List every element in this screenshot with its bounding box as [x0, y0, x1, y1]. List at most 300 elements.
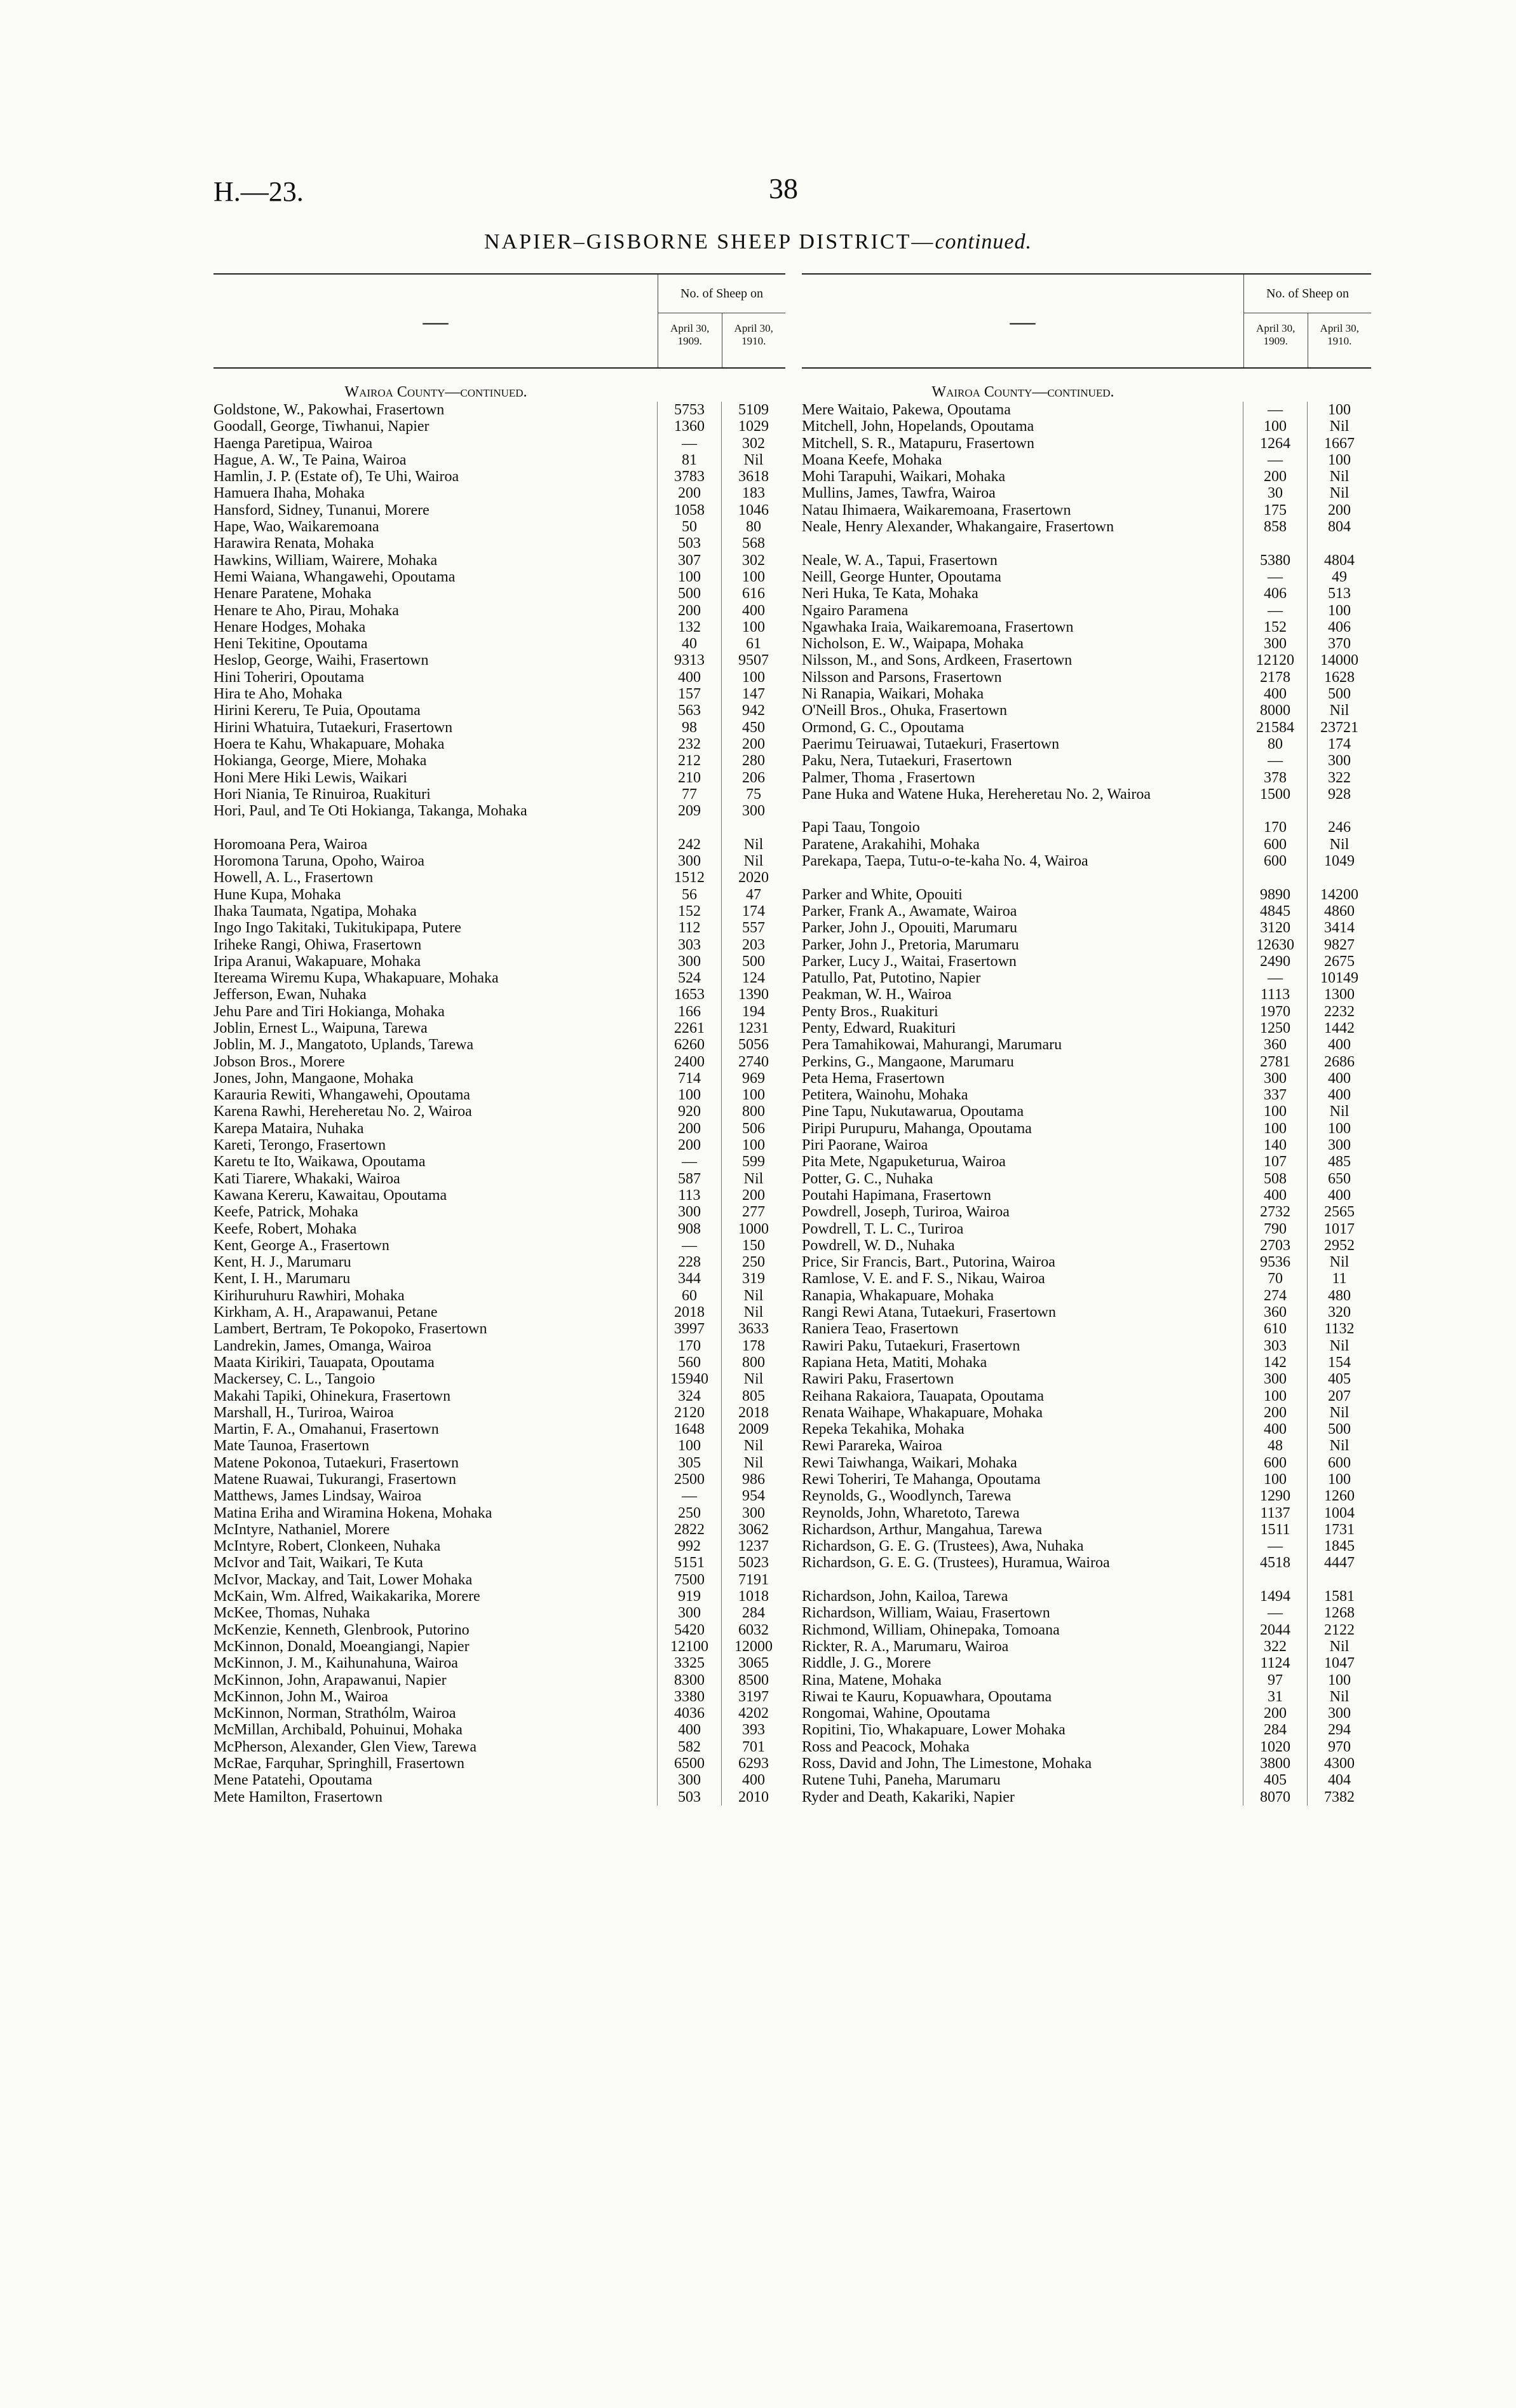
sheep-1909: 1020 — [1243, 1739, 1307, 1755]
sheep-1910: Nil — [721, 1438, 785, 1454]
owner-name: Powdrell, Joseph, Turiroa, Wairoa — [802, 1204, 1010, 1221]
sheep-1909: 400 — [657, 669, 721, 686]
sheep-1909: 100 — [657, 1087, 721, 1103]
sheep-1909: 228 — [657, 1254, 721, 1270]
table-row — [213, 435, 785, 452]
owner-name: Kent, H. J., Marumaru — [213, 1254, 351, 1271]
sheep-1909: 56 — [657, 887, 721, 903]
sheep-1910: 1231 — [721, 1020, 785, 1037]
sheep-1910: 2010 — [721, 1789, 785, 1806]
sheep-1910: Nil — [1307, 702, 1371, 719]
sheep-1910: 1390 — [721, 986, 785, 1003]
table-row — [213, 770, 785, 786]
table-row — [213, 1488, 785, 1504]
sheep-1909: 212 — [657, 752, 721, 769]
table-row — [802, 1153, 1371, 1170]
sheep-1910: 3065 — [721, 1655, 785, 1671]
sheep-1910: 8500 — [721, 1672, 785, 1689]
owner-name: Rina, Matene, Mohaka — [802, 1671, 942, 1689]
table-row — [213, 585, 785, 602]
owner-name: McPherson, Alexander, Glen View, Tarewa — [213, 1738, 477, 1755]
sheep-1910: Nil — [1307, 1254, 1371, 1270]
sheep-1909: 250 — [657, 1505, 721, 1521]
table-row — [802, 1321, 1371, 1337]
sheep-1910: 1017 — [1307, 1221, 1371, 1237]
owner-name: Mitchell, John, Hopelands, Opoutama — [802, 418, 1034, 435]
owner-name: McIntyre, Nathaniel, Morere — [213, 1521, 390, 1538]
table-row — [802, 1705, 1371, 1722]
sheep-1909: 2018 — [657, 1304, 721, 1321]
sheep-1910: 23721 — [1307, 719, 1371, 736]
owner-name: Penty, Edward, Ruakituri — [802, 1019, 956, 1037]
sheep-1909: 60 — [657, 1288, 721, 1304]
owner-name: Mitchell, S. R., Matapuru, Frasertown — [802, 435, 1034, 452]
sheep-1909: 563 — [657, 702, 721, 719]
sheep-1909: 300 — [657, 1605, 721, 1621]
table-row — [213, 803, 785, 836]
table-row — [802, 819, 1371, 836]
owner-name: Price, Sir Francis, Bart., Putorina, Wairoa — [802, 1254, 1055, 1271]
sheep-1910: 150 — [721, 1237, 785, 1254]
table-row — [213, 652, 785, 669]
sheep-1910: 2686 — [1307, 1054, 1371, 1070]
sheep-1910: 194 — [721, 1003, 785, 1020]
table-row — [802, 1171, 1371, 1187]
sheep-1910: 600 — [1307, 1455, 1371, 1471]
sheep-1910: 14000 — [1307, 652, 1371, 669]
table-row — [213, 836, 785, 853]
owner-name: Hoera te Kahu, Whakapuare, Mohaka — [213, 735, 445, 752]
sheep-1909: 3997 — [657, 1321, 721, 1337]
table-row — [213, 452, 785, 468]
table-row — [802, 1755, 1371, 1772]
owner-name: Nilsson and Parsons, Frasertown — [802, 669, 1002, 686]
table-row — [213, 1070, 785, 1087]
sheep-1910: 480 — [1307, 1288, 1371, 1304]
table-row — [213, 702, 785, 719]
table-row — [802, 719, 1371, 736]
sheep-1910: 804 — [1307, 519, 1371, 552]
sheep-1910: 207 — [1307, 1388, 1371, 1405]
sheep-1910: 206 — [721, 770, 785, 786]
sheep-1909: 112 — [657, 920, 721, 936]
table-row — [213, 853, 785, 869]
owner-name: Neale, Henry Alexander, Whakangaire, Frasertown — [802, 519, 1114, 536]
sheep-1909: 5380 — [1243, 552, 1307, 569]
table-row — [213, 1003, 785, 1020]
owner-name: Parker, Lucy J., Waitai, Frasertown — [802, 953, 1017, 970]
sheep-1909: 142 — [1243, 1354, 1307, 1371]
sheep-1909: 31 — [1243, 1689, 1307, 1705]
table-row — [802, 485, 1371, 501]
owner-name: Parker, John J., Opouiti, Marumaru — [802, 920, 1017, 937]
header-col-1909: April 30, 1909. — [1256, 322, 1296, 347]
owner-name: Joblin, Ernest L., Waipuna, Tarewa — [213, 1019, 428, 1037]
left-column — [213, 273, 785, 1806]
owner-name: McKinnon, Donald, Moeangiangi, Napier — [213, 1638, 470, 1655]
owner-name: Keefe, Patrick, Mohaka — [213, 1204, 358, 1221]
table-row — [802, 1638, 1371, 1655]
sheep-1910: 400 — [721, 1772, 785, 1788]
table-row — [213, 1438, 785, 1454]
owner-name: Kent, George A., Frasertown — [213, 1237, 389, 1254]
sheep-1910: 500 — [1307, 686, 1371, 702]
table-row — [802, 602, 1371, 619]
sheep-1910: 1047 — [1307, 1655, 1371, 1671]
owner-name: Raniera Teao, Frasertown — [802, 1321, 959, 1338]
owner-name: Potter, G. C., Nuhaka — [802, 1170, 933, 1187]
table-row — [213, 1739, 785, 1755]
sheep-1909: 405 — [1243, 1772, 1307, 1788]
sheep-1909: 8000 — [1243, 702, 1307, 719]
sheep-1910: 100 — [1307, 452, 1371, 468]
owner-name: Ingo Ingo Takitaki, Tukitukipapa, Putere — [213, 920, 461, 937]
table-row — [802, 903, 1371, 920]
sheep-1909: 12630 — [1243, 937, 1307, 953]
owner-name: Matene Pokonoa, Tutaekuri, Frasertown — [213, 1454, 459, 1471]
sheep-1909: 4036 — [657, 1705, 721, 1722]
sheep-1909: 610 — [1243, 1321, 1307, 1337]
owner-name: Patullo, Pat, Putotino, Napier — [802, 970, 981, 987]
table-row — [213, 602, 785, 619]
table-row — [213, 1755, 785, 1772]
sheep-1909: 9313 — [657, 652, 721, 669]
sheep-1909: 300 — [1243, 1070, 1307, 1087]
sheep-1910: 400 — [1307, 1187, 1371, 1204]
sheep-1909: 200 — [657, 1137, 721, 1153]
sheep-1909: 1290 — [1243, 1488, 1307, 1504]
sheep-1910: 5109 — [721, 402, 785, 418]
sheep-1909: 378 — [1243, 770, 1307, 786]
owner-name: McIvor and Tait, Waikari, Te Kuta — [213, 1554, 423, 1572]
table-row — [802, 1270, 1371, 1287]
sheep-1909: 200 — [1243, 1405, 1307, 1421]
owner-name: Ryder and Death, Kakariki, Napier — [802, 1788, 1015, 1806]
sheep-1910: 400 — [1307, 1070, 1371, 1087]
sheep-1909: 322 — [1243, 1638, 1307, 1655]
table-row — [213, 1772, 785, 1788]
right-table-header — [802, 275, 1371, 369]
table-row — [213, 502, 785, 519]
sheep-1909: 81 — [657, 452, 721, 468]
sheep-1910: 178 — [721, 1338, 785, 1354]
table-row — [802, 1371, 1371, 1387]
sheep-1909: 344 — [657, 1270, 721, 1287]
sheep-1909: 300 — [657, 853, 721, 869]
owner-name: Haenga Paretipua, Wairoa — [213, 435, 373, 452]
table-row — [802, 1388, 1371, 1405]
owner-name: Mate Taunoa, Frasertown — [213, 1438, 370, 1455]
sheep-1910: 1731 — [1307, 1521, 1371, 1538]
table-row — [802, 402, 1371, 418]
sheep-1909: 790 — [1243, 1221, 1307, 1237]
table-row — [213, 1388, 785, 1405]
owner-name: Rewi Taiwhanga, Waikari, Mohaka — [802, 1454, 1017, 1471]
sheep-1910: 200 — [1307, 502, 1371, 519]
owner-name: Matthews, James Lindsay, Wairoa — [213, 1488, 422, 1505]
sheep-1909: 582 — [657, 1739, 721, 1755]
sheep-1909: 200 — [657, 485, 721, 501]
sheep-1910: Nil — [1307, 1405, 1371, 1421]
sheep-1909: 113 — [657, 1187, 721, 1204]
owner-name: Kirihuruhuru Rawhiri, Mohaka — [213, 1287, 405, 1304]
sheep-1910: 557 — [721, 920, 785, 936]
owner-name: Joblin, M. J., Mangatoto, Uplands, Tarewa — [213, 1037, 474, 1054]
owner-name: McKinnon, Norman, Strathólm, Wairoa — [213, 1705, 456, 1722]
header-dash: — — [1010, 306, 1036, 336]
sheep-1910: 300 — [1307, 1705, 1371, 1722]
table-row — [802, 1554, 1371, 1588]
table-row — [213, 1037, 785, 1053]
owner-name: Richmond, William, Ohinepaka, Tomoana — [802, 1621, 1060, 1638]
owner-name: Ross, David and John, The Limestone, Mohaka — [802, 1755, 1092, 1772]
table-row — [802, 1739, 1371, 1755]
owner-name: Moana Keefe, Mohaka — [802, 451, 942, 468]
sheep-1910: 2122 — [1307, 1622, 1371, 1638]
sheep-1910: 7382 — [1307, 1789, 1371, 1806]
table-row — [802, 920, 1371, 936]
sheep-1909: — — [1243, 1605, 1307, 1621]
owner-name: Ihaka Taumata, Ngatipa, Mohaka — [213, 902, 417, 920]
owner-name: Jobson Bros., Morere — [213, 1053, 345, 1070]
table-row — [213, 1221, 785, 1237]
sheep-1909: 300 — [657, 1772, 721, 1788]
owner-name: Henare Paratene, Mohaka — [213, 585, 372, 602]
owner-name: Horomoana Pera, Wairoa — [213, 836, 368, 853]
owner-name: Matene Ruawai, Tukurangi, Frasertown — [213, 1471, 456, 1488]
sheep-1909: 4518 — [1243, 1554, 1307, 1588]
sheep-1910: 1046 — [721, 502, 785, 519]
owner-name: McKenzie, Kenneth, Glenbrook, Putorino — [213, 1621, 470, 1638]
sheep-1909: 2261 — [657, 1020, 721, 1037]
sheep-1909: 524 — [657, 970, 721, 986]
table-row — [213, 937, 785, 953]
owner-name: Ni Ranapia, Waikari, Mohaka — [802, 686, 984, 703]
sheep-1909: 2178 — [1243, 669, 1307, 686]
sheep-1910: 1260 — [1307, 1488, 1371, 1504]
owner-name: Hokianga, George, Miere, Mohaka — [213, 752, 427, 770]
sheep-1909: 360 — [1243, 1304, 1307, 1321]
table-row — [213, 1338, 785, 1354]
table-row — [213, 920, 785, 936]
owner-name: Petitera, Wainohu, Mohaka — [802, 1087, 968, 1104]
sheep-1910: 969 — [721, 1070, 785, 1087]
sheep-1910: 2740 — [721, 1054, 785, 1070]
table-row — [213, 402, 785, 418]
owner-name: Hansford, Sidney, Tunanui, Morere — [213, 501, 430, 519]
sheep-1909: 714 — [657, 1070, 721, 1087]
sheep-1910: 1004 — [1307, 1505, 1371, 1521]
sheep-1909: 152 — [1243, 619, 1307, 636]
header-group-label: No. of Sheep on — [1244, 275, 1371, 313]
sheep-1910: 284 — [721, 1605, 785, 1621]
sheep-1909: 97 — [1243, 1672, 1307, 1689]
table-row — [213, 1638, 785, 1655]
sheep-1910: 4300 — [1307, 1755, 1371, 1772]
sheep-1909: 3325 — [657, 1655, 721, 1671]
sheep-1909: 1500 — [1243, 786, 1307, 820]
table-row — [213, 1371, 785, 1387]
owner-name: Jones, John, Mangaone, Mohaka — [213, 1070, 414, 1087]
sheep-1910: 294 — [1307, 1722, 1371, 1738]
owner-name: Kati Tiarere, Whakaki, Wairoa — [213, 1170, 400, 1187]
sheep-1910: 4804 — [1307, 552, 1371, 569]
owner-name: Penty Bros., Ruakituri — [802, 1003, 938, 1020]
table-row — [802, 1538, 1371, 1554]
owner-name: McRae, Farquhar, Springhill, Frasertown — [213, 1755, 464, 1772]
table-row — [802, 1455, 1371, 1471]
owner-name: Richardson, G. E. G. (Trustees), Huramua, Wairoa — [802, 1554, 1110, 1572]
owner-name: Karena Rawhi, Hereheretau No. 2, Wairoa — [213, 1103, 472, 1120]
table-row — [213, 535, 785, 552]
sheep-1910: 2565 — [1307, 1204, 1371, 1220]
owner-name: Heslop, George, Waihi, Frasertown — [213, 652, 429, 669]
owner-name: Paratene, Arakahihi, Mohaka — [802, 836, 980, 853]
sheep-1910: 1667 — [1307, 435, 1371, 452]
sheep-1909: — — [1243, 1538, 1307, 1554]
owner-name: Heni Tekitine, Opoutama — [213, 636, 368, 653]
sheep-1910: Nil — [1307, 1438, 1371, 1454]
sheep-1910: 1237 — [721, 1538, 785, 1554]
table-row — [213, 1554, 785, 1571]
sheep-1909: 503 — [657, 535, 721, 552]
table-row — [213, 519, 785, 535]
sheep-1909: 170 — [657, 1338, 721, 1354]
table-row — [802, 986, 1371, 1003]
sheep-1910: 568 — [721, 535, 785, 552]
table-row — [802, 752, 1371, 769]
owner-name: Karauria Rewiti, Whangawehi, Opoutama — [213, 1087, 471, 1104]
sheep-1910: 49 — [1307, 569, 1371, 585]
table-row — [802, 1488, 1371, 1504]
sheep-1909: 12100 — [657, 1638, 721, 1655]
sheep-1909: 209 — [657, 803, 721, 836]
sheep-1910: 513 — [1307, 585, 1371, 602]
table-row — [213, 1572, 785, 1588]
sheep-1910: 400 — [1307, 1087, 1371, 1103]
table-row — [802, 669, 1371, 686]
owner-name: Mullins, James, Tawfra, Wairoa — [802, 485, 996, 502]
sheep-1910: Nil — [721, 1455, 785, 1471]
table-row — [213, 418, 785, 435]
table-row — [802, 1003, 1371, 1020]
sheep-1910: 75 — [721, 786, 785, 803]
sheep-1910: 1000 — [721, 1221, 785, 1237]
sheep-1910: 6293 — [721, 1755, 785, 1772]
owner-name: Rawiri Paku, Tutaekuri, Frasertown — [802, 1337, 1020, 1354]
owner-name: Powdrell, W. D., Nuhaka — [802, 1237, 955, 1254]
sheep-1910: 4447 — [1307, 1554, 1371, 1588]
sheep-1910: 100 — [1307, 1672, 1371, 1689]
table-row — [213, 1405, 785, 1421]
sheep-1910: 506 — [721, 1120, 785, 1137]
sheep-1910: Nil — [1307, 485, 1371, 501]
table-row — [802, 1605, 1371, 1621]
owner-name: Parker and White, Opouiti — [802, 886, 963, 903]
sheep-1909: 2732 — [1243, 1204, 1307, 1220]
sheep-1910: 5023 — [721, 1554, 785, 1571]
sheep-1909: 48 — [1243, 1438, 1307, 1454]
sheep-1910: 650 — [1307, 1171, 1371, 1187]
table-row — [802, 1254, 1371, 1270]
table-row — [213, 1354, 785, 1371]
table-row — [802, 1722, 1371, 1738]
table-row — [802, 736, 1371, 752]
sheep-1909: 100 — [657, 569, 721, 585]
table-row — [213, 1689, 785, 1705]
sheep-1910: 154 — [1307, 1354, 1371, 1371]
owner-name: Natau Ihimaera, Waikaremoana, Frasertown — [802, 501, 1071, 519]
sheep-1910: 1268 — [1307, 1605, 1371, 1621]
sheep-1910: 183 — [721, 485, 785, 501]
sheep-1909: 400 — [657, 1722, 721, 1738]
sheep-1910: 393 — [721, 1722, 785, 1738]
sheep-1909: 70 — [1243, 1270, 1307, 1287]
owner-name: Hira te Aho, Mohaka — [213, 686, 342, 703]
owner-name: Rewi Toheriri, Te Mahanga, Opoutama — [802, 1471, 1041, 1488]
owner-name: Parker, John J., Pretoria, Marumaru — [802, 936, 1019, 953]
sheep-1909: — — [657, 1237, 721, 1254]
table-row — [802, 1588, 1371, 1605]
table-row — [802, 1438, 1371, 1454]
owner-name: Pera Tamahikowai, Mahurangi, Marumaru — [802, 1037, 1062, 1054]
table-row — [802, 1672, 1371, 1689]
sheep-1909: 1512 — [657, 869, 721, 886]
owner-name: Mene Patatehi, Opoutama — [213, 1772, 372, 1789]
table-row — [213, 1304, 785, 1321]
sheep-1909: 560 — [657, 1354, 721, 1371]
owner-name: Richardson, John, Kailoa, Tarewa — [802, 1588, 1008, 1605]
sheep-1910: 7191 — [721, 1572, 785, 1588]
sheep-1909: 5753 — [657, 402, 721, 418]
page-number: 38 — [769, 172, 798, 205]
table-row — [802, 786, 1371, 820]
sheep-1909: 2703 — [1243, 1237, 1307, 1254]
table-row — [802, 519, 1371, 552]
sheep-1909: 303 — [1243, 1338, 1307, 1354]
sheep-1910: Nil — [1307, 1338, 1371, 1354]
sheep-1910: 400 — [1307, 1037, 1371, 1053]
sheep-1909: 1113 — [1243, 986, 1307, 1003]
owner-name: Keefe, Robert, Mohaka — [213, 1220, 357, 1237]
sheep-1910: 1132 — [1307, 1321, 1371, 1337]
owner-name: Parekapa, Taepa, Tutu-o-te-kaha No. 4, Wairoa — [802, 853, 1088, 870]
sheep-1910: 174 — [721, 903, 785, 920]
sheep-1910: 9827 — [1307, 937, 1371, 953]
table-row — [213, 1588, 785, 1605]
table-row — [213, 1120, 785, 1137]
sheep-1909: 360 — [1243, 1037, 1307, 1053]
sheep-1909: 503 — [657, 1789, 721, 1806]
sheep-1909: — — [657, 1488, 721, 1504]
sheep-1910: 100 — [721, 1087, 785, 1103]
left-table-header — [213, 275, 785, 369]
table-row — [802, 619, 1371, 636]
table-row — [213, 552, 785, 569]
sheep-1909: 858 — [1243, 519, 1307, 552]
sheep-1910: 1581 — [1307, 1588, 1371, 1605]
table-row — [213, 1054, 785, 1070]
table-row — [802, 1304, 1371, 1321]
owner-name: Rapiana Heta, Matiti, Mohaka — [802, 1354, 987, 1371]
sheep-1909: 5420 — [657, 1622, 721, 1638]
sheep-1909: 1124 — [1243, 1655, 1307, 1671]
sheep-1910: 1049 — [1307, 853, 1371, 887]
table-row — [802, 1505, 1371, 1521]
table-row — [213, 953, 785, 970]
sheep-1909: 3783 — [657, 468, 721, 485]
owner-name: Neill, George Hunter, Opoutama — [802, 568, 1001, 585]
